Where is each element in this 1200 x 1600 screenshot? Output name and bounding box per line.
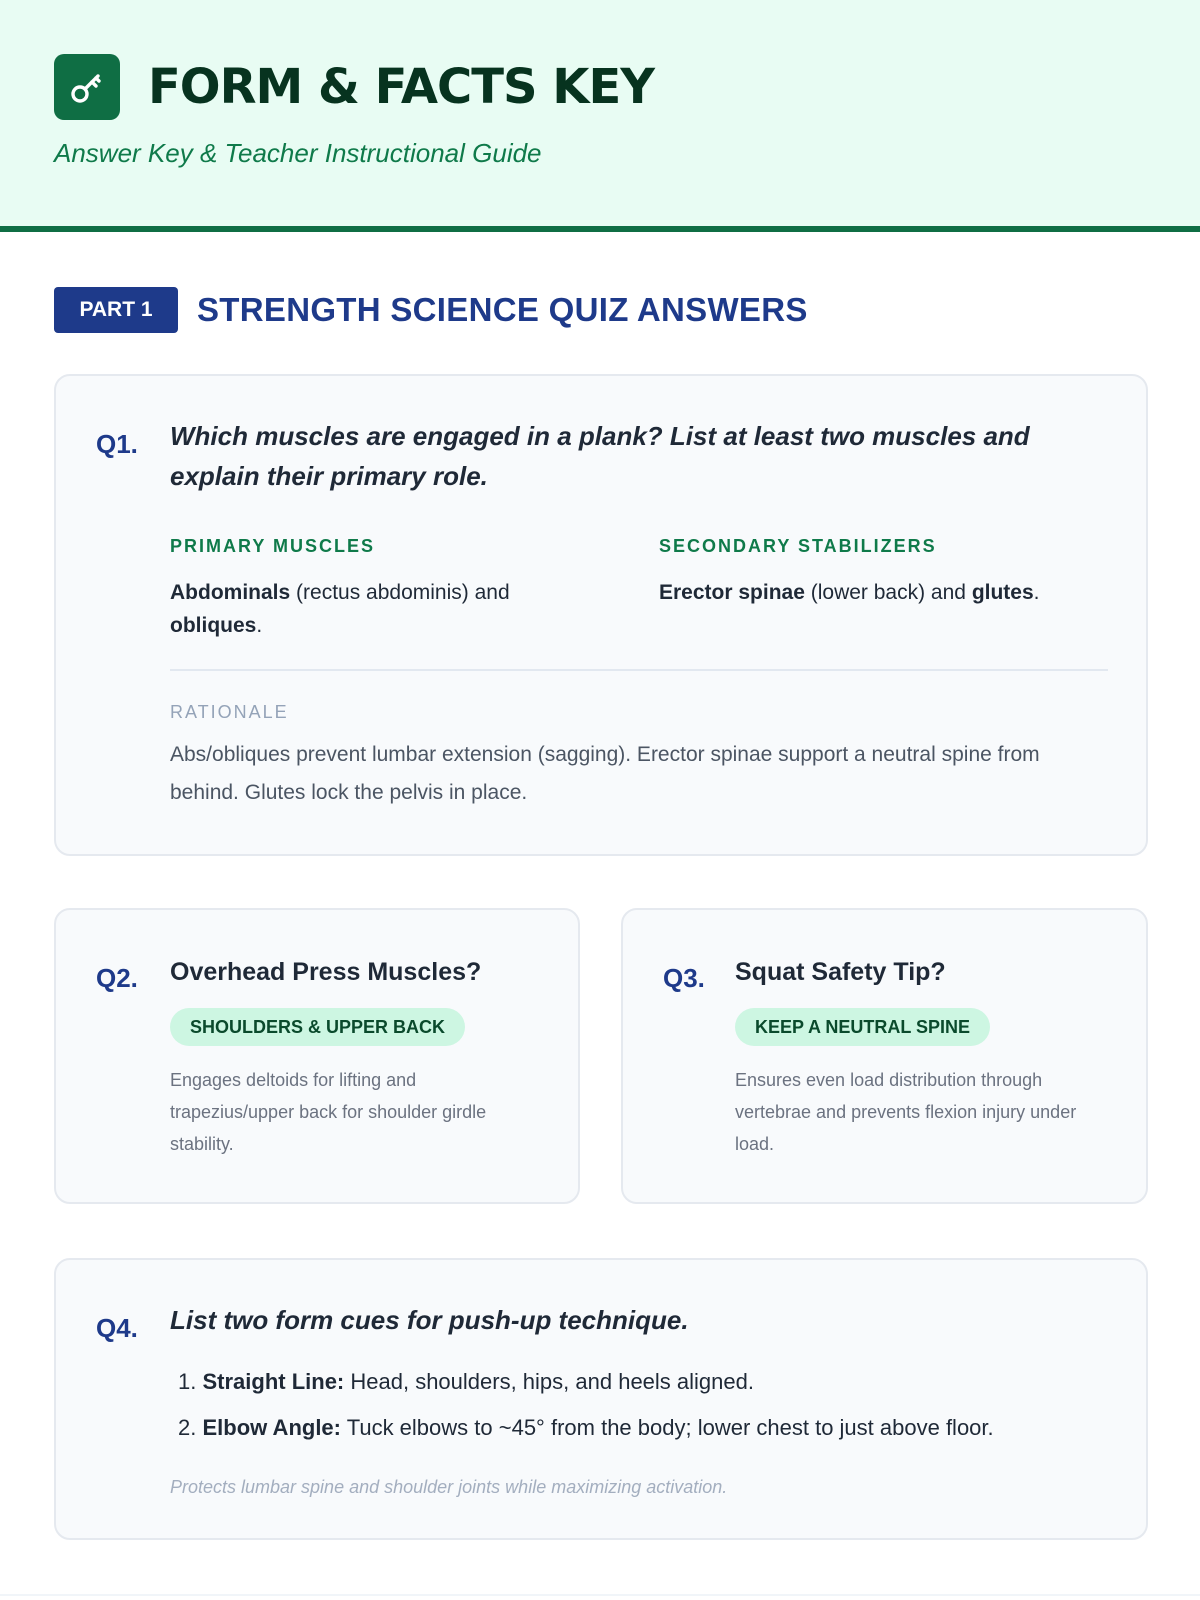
- q1-question: Which muscles are engaged in a plank? List at least two muscles and explain their primary role.: [170, 421, 1030, 491]
- page-subtitle: Answer Key & Teacher Instructional Guide: [54, 138, 542, 168]
- cue-item: 2. Elbow Angle: Tuck elbows to ~45° from the body; lower chest to just above floor.: [178, 1415, 994, 1440]
- q2-answer-badge: SHOULDERS & UPPER BACK: [170, 1008, 465, 1046]
- header-banner: [0, 0, 1200, 232]
- section-title: STRENGTH SCIENCE QUIZ ANSWERS: [197, 291, 808, 328]
- secondary-stabilizers-label: SECONDARY STABILIZERS: [659, 536, 937, 556]
- secondary-stabilizers-answer: Erector spinae (lower back) and glutes.: [659, 581, 1040, 604]
- q4-note: Protects lumbar spine and shoulder joints while maximizing activation.: [170, 1477, 728, 1497]
- q1-number: Q1.: [96, 429, 138, 459]
- footer-divider: [0, 1594, 1200, 1596]
- page-title: FORM & FACTS KEY: [148, 59, 655, 115]
- part-badge: PART 1: [54, 287, 178, 333]
- q3-number: Q3.: [663, 963, 705, 993]
- rationale-text: Abs/obliques prevent lumbar extension (sagging). Erector spinae support a neutral spine from behind. Glutes lock the pelvis in place.: [170, 743, 1040, 804]
- primary-muscles-label: PRIMARY MUSCLES: [170, 536, 376, 556]
- primary-muscles-answer: Abdominals (rectus abdominis) and obliques.: [170, 581, 510, 637]
- q4-card: [54, 1258, 1148, 1540]
- q2-number: Q2.: [96, 963, 138, 993]
- q4-question: List two form cues for push-up technique.: [170, 1305, 689, 1335]
- logo-badge: [54, 54, 120, 120]
- q3-card: [621, 908, 1148, 1204]
- q3-explanation: Ensures even load distribution through vertebrae and prevents flexion injury under load.: [735, 1070, 1077, 1154]
- q2-explanation: Engages deltoids for lifting and trapezius/upper back for shoulder girdle stability.: [170, 1070, 487, 1154]
- rationale-label: RATIONALE: [170, 702, 289, 722]
- q4-number: Q4.: [96, 1313, 138, 1343]
- q3-question: Squat Safety Tip?: [735, 958, 946, 986]
- q2-question: Overhead Press Muscles?: [170, 958, 482, 986]
- cue-item: 1. Straight Line: Head, shoulders, hips, and heels aligned.: [178, 1369, 754, 1394]
- q1-card: [54, 374, 1148, 856]
- q1-divider: [170, 669, 1108, 671]
- q3-answer-badge: KEEP A NEUTRAL SPINE: [735, 1008, 990, 1046]
- key-icon: [67, 67, 107, 107]
- q2-card: [54, 908, 580, 1204]
